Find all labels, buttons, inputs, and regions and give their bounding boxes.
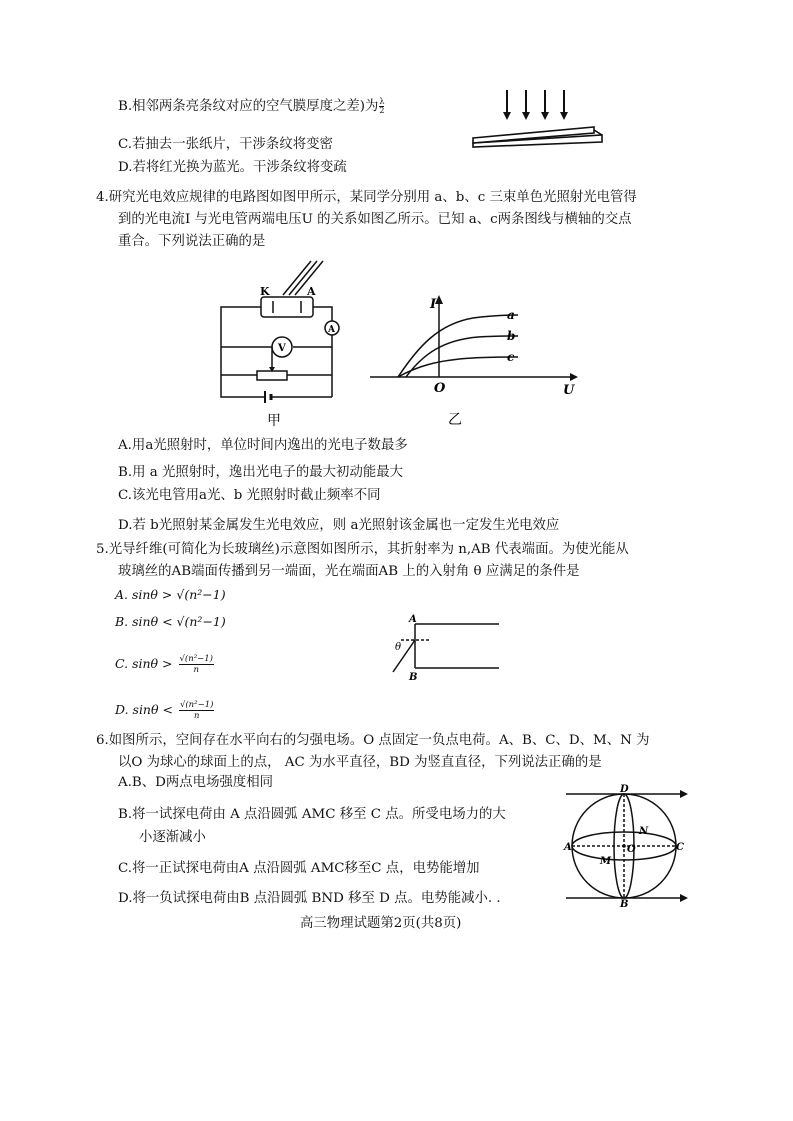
q4-stem-line2: 到的光电流I 与光电管两端电压U 的关系如图乙所示。已知 a、c两条图线与横轴的交点 xyxy=(118,212,632,227)
u-axis-label: U xyxy=(563,383,575,398)
label-D: D xyxy=(620,784,629,795)
q4-option-d: D.若 b光照射某金属发生光电效应，则 a光照射该金属也一定发生光电效应 xyxy=(118,518,560,533)
q6-stem-line1: 6.如图所示，空间存在水平向右的匀强电场。O 点固定一负点电荷。A、B、C、D、M、N 为 xyxy=(96,733,650,748)
q6-option-b-line1: B.将一试探电荷由 A 点沿圆弧 AMC 移至 C 点。所受电场力的大 xyxy=(118,807,506,822)
iu-graph-yi xyxy=(368,292,583,427)
q5-c-frac-den: n xyxy=(193,665,199,675)
q5-option-d xyxy=(115,700,214,721)
caption-jia: 甲 xyxy=(267,413,281,429)
sphere-field-figure xyxy=(562,786,694,908)
q3-frac-num: λ xyxy=(379,97,385,106)
q5-d-frac-den: n xyxy=(193,711,200,721)
label-C: C xyxy=(676,842,684,853)
q4-option-c: C.该光电管用a光、b 光照射时截止频率不同 xyxy=(118,488,381,503)
q5-option-a: A. sinθ > √(n²−1) xyxy=(115,587,226,602)
q3-option-d: D.若将红光换为蓝光。干涉条纹将变疏 xyxy=(118,160,347,175)
label-A: A xyxy=(307,285,316,298)
caption-yi: 乙 xyxy=(448,412,462,428)
q5-option-c-prefix: C. sinθ > xyxy=(115,656,173,671)
q5-d-frac-num: √(n²−1) xyxy=(179,700,214,710)
q5-option-d-fraction xyxy=(179,700,214,721)
q6-option-b-line2: 小逐渐减小 xyxy=(139,830,206,845)
optical-fiber-figure xyxy=(385,612,510,687)
q6-option-d: D.将一负试探电荷由B 点沿圆弧 BND 移至 D 点。电势能减小. . xyxy=(118,891,501,906)
curve-c xyxy=(398,357,518,377)
q3-frac-den: 2 xyxy=(379,106,385,115)
q5-option-b: B. sinθ < √(n²−1) xyxy=(115,614,226,629)
curve-b-label: b xyxy=(507,329,516,343)
q3-option-b xyxy=(118,98,384,116)
q4-stem-line3: 重合。下列说法正确的是 xyxy=(118,234,266,249)
q3-fraction xyxy=(379,98,384,115)
label-fiber-A: A xyxy=(409,614,417,625)
label-M: M xyxy=(600,856,612,867)
q5-stem-line1: 5.光导纤维(可简化为长玻璃丝)示意图如图所示，其折射率为 n,AB 代表端面。为使光能从 xyxy=(96,542,629,557)
glass-plates xyxy=(473,127,602,147)
q4-stem-line1: 4.研究光电效应规律的电路图如图甲所示，某同学分别用 a、b、c 三束单色光照射光电管得 xyxy=(96,190,637,205)
label-N: N xyxy=(639,826,649,837)
q6-stem-line2: 以O 为球心的球面上的点， AC 为水平直径，BD 为竖直直径，下列说法正确的是 xyxy=(118,755,602,770)
q6-option-a: A.B、D两点电场强度相同 xyxy=(118,775,274,790)
q5-option-c-fraction xyxy=(179,654,214,675)
q5-c-frac-num: √(n²−1) xyxy=(179,654,213,664)
phototube xyxy=(261,297,313,317)
origin-label: O xyxy=(434,381,446,396)
air-wedge-figure xyxy=(470,86,610,156)
voltmeter-label: V xyxy=(278,343,286,354)
curve-a xyxy=(398,315,518,377)
circuit-diagram-jia xyxy=(215,255,355,429)
q6-option-c: C.将一正试探电荷由A 点沿圆弧 AMC移至C 点，电势能增加 xyxy=(118,861,480,876)
q3-option-c: C.若抽去一张纸片，干涉条纹将变密 xyxy=(118,137,333,152)
q5-stem-line2: 玻璃丝的AB端面传播到另一端面，光在端面AB 上的入射角 θ 应满足的条件是 xyxy=(118,564,580,579)
q3-option-b-text: B.相邻两条亮条纹对应的空气膜厚度之差)为 xyxy=(118,99,379,114)
q5-option-d-prefix: D. sinθ < xyxy=(115,702,173,717)
label-A: A xyxy=(564,842,572,853)
curve-a-label: a xyxy=(507,308,515,322)
page-footer: 高三物理试题第2页(共8页) xyxy=(300,916,462,931)
label-fiber-B: B xyxy=(409,672,418,683)
label-theta: θ xyxy=(395,642,402,653)
q5-option-c xyxy=(115,654,214,675)
i-axis-label: I xyxy=(430,297,437,312)
ammeter-label: A xyxy=(328,325,335,335)
q4-option-a: A.用a光照射时，单位时间内逸出的光电子数最多 xyxy=(118,438,408,453)
curve-c-label: c xyxy=(507,350,515,364)
label-K: K xyxy=(260,285,270,298)
q4-option-b: B.用 a 光照射时，逸出光电子的最大初动能最大 xyxy=(118,465,404,480)
rheostat xyxy=(257,371,287,380)
label-O: O xyxy=(627,844,636,855)
label-B: B xyxy=(620,899,629,910)
